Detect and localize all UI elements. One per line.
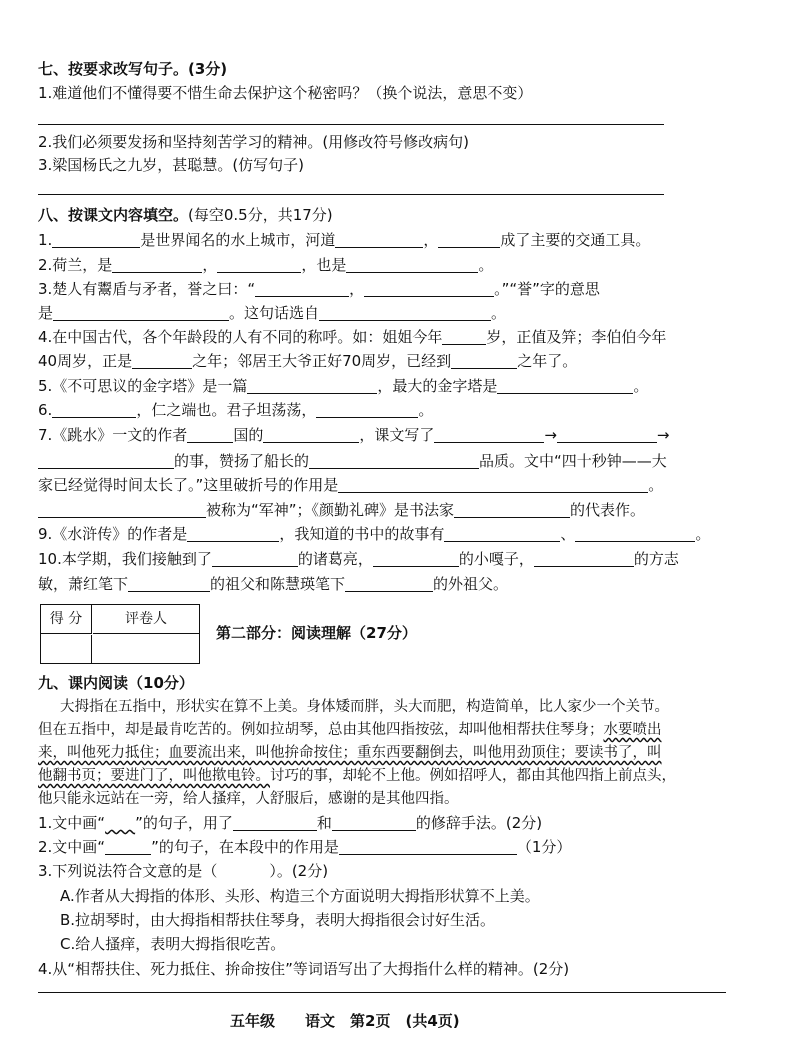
blank[interactable] [339,838,517,855]
section-7-heading: 七、按要求改写句子。(3分) [38,60,228,78]
blank[interactable] [233,814,317,831]
text: 。 [478,256,494,274]
text: 是 [38,304,54,322]
passage-line: 他只能永远站在一旁，给人搔痒，人舒服后，感谢的是其他四指。 [38,791,459,807]
text: 。”“誉”字的意思 [494,280,600,298]
text: 。 [648,476,664,494]
s8-question-6 [38,399,433,421]
blank[interactable] [434,426,544,443]
footer [230,1010,460,1032]
text: 国的 [233,426,264,444]
text: ， [423,231,439,249]
blank[interactable] [338,476,648,493]
text: 的代表作。 [570,501,646,519]
s9-question-2 [38,836,571,858]
s8-question-3 [38,278,600,300]
text: ）。(2分) [269,862,329,880]
s8-question-3-cont [38,302,506,324]
text: 岁，正值及笄；李伯伯今年 [486,328,667,346]
text: ，也是 [301,256,347,274]
blank[interactable] [442,328,486,345]
text: 品质。文中“四十秒钟——大 [479,452,667,470]
text: 1.文中画“ [38,814,106,832]
passage-line: 大拇指在五指中，形状实在算不上美。身体矮而胖，头大而肥，构造简单，比人家少一个关节。 [60,699,669,715]
wavy-underlined-sentence: 他翻书页；要进门了，叫他揿电铃。 [38,768,270,784]
blank[interactable] [319,304,491,321]
section-8-heading [38,204,333,226]
blank[interactable] [132,352,192,369]
blank[interactable] [212,550,298,567]
blank[interactable] [316,401,418,418]
text: ，我知道的书中的故事有 [279,525,445,543]
text: 敏，萧红笔下 [38,575,129,593]
blank[interactable] [52,231,140,248]
passage-line [38,765,676,787]
text: ， [202,256,218,274]
blank[interactable] [38,452,174,469]
wavy-line-sample [105,812,135,822]
grader-cell[interactable] [93,635,199,663]
text: 但在五指中，却是最肯吃苦的。例如拉胡琴，总由其他四指按弦，却叫他相帮扶住琴身； [38,722,604,738]
s8-question-1 [38,229,650,251]
text: 是世界闻名的水上城市，河道 [140,231,336,249]
text: 。 [695,525,711,543]
text: → [656,426,670,444]
text: 5.《不可思议的金字塔》是一篇 [38,377,248,395]
text: 的外祖父。 [433,575,509,593]
text: 之年了。 [517,352,578,370]
wavy-underlined-sentence: 水要喷出 [603,722,662,738]
blank[interactable] [128,575,210,592]
s8-question-8 [38,499,645,521]
blank[interactable] [444,525,560,542]
s8-question-4 [38,326,666,348]
s8-question-7-cont2 [38,474,663,496]
score-cell[interactable] [41,635,92,663]
text: 的祖父和陈慧瑛笔下 [210,575,346,593]
heading-note: (每空0.5分，共17分) [188,206,333,224]
blank[interactable] [346,256,478,273]
s7-question-2: 2.我们必须要发扬和坚持刻苦学习的精神。(用修改符号修改病句) [38,133,470,151]
text: 。 [491,304,507,322]
option-c: C.给人搔痒，表明大拇指很吃苦。 [60,935,286,953]
s8-question-2 [38,254,493,276]
blank[interactable] [332,814,416,831]
s8-question-4-cont [38,350,577,372]
s8-question-5 [38,375,648,397]
text: 2.文中画“ [38,838,106,856]
text: 的诸葛亮， [297,550,373,568]
part-2-heading: 第二部分：阅读理解（27分） [216,624,417,642]
score-table [40,604,200,664]
text: 1. [38,231,53,249]
score-header: 得 分 [41,605,92,634]
blank[interactable] [309,452,479,469]
s8-question-7 [38,424,670,446]
text: 6. [38,401,53,419]
passage-line [38,719,662,741]
straight-line-sample [105,838,151,855]
text: ，仁之端也。君子坦荡荡， [136,401,317,419]
text: 讨巧的事，却轮不上他。例如招呼人，都由其他四指上前点头， [270,768,676,784]
text: 家已经觉得时间太长了。”这里破折号的作用是 [38,476,339,494]
footer-subject: 语文 [305,1012,336,1030]
blank[interactable] [438,231,500,248]
text: → [544,426,557,444]
blank[interactable] [112,256,202,273]
s9-question-3 [38,860,328,882]
text: ，最大的金字塔是 [377,377,498,395]
blank[interactable] [217,256,301,273]
blank[interactable] [575,525,695,542]
text: 9.《水浒传》的作者是 [38,525,188,543]
blank[interactable] [497,377,633,394]
blank[interactable] [52,401,136,418]
footer-divider [38,992,726,993]
text: （1分） [516,838,572,856]
s7-question-1: 1.难道他们不懂得要不惜生命去保护这个秘密吗？（换个说法，意思不变） [38,84,533,102]
blank[interactable] [255,280,349,297]
text: 的事，赞扬了船长的 [174,452,310,470]
text: 和 [316,814,332,832]
text: 成了主要的交通工具。 [500,231,651,249]
passage-line [38,742,662,764]
blank[interactable] [451,352,517,369]
text: 10.本学期，我们接触到了 [38,550,212,568]
text: 3.下列说法符合文意的是（ [38,862,218,880]
text: 的方志 [633,550,679,568]
blank[interactable] [187,525,279,542]
footer-page: 第2页 [350,1012,391,1030]
text: 。 [418,401,434,419]
text: ”的句子，在本段中的作用是 [151,838,339,856]
footer-total: (共4页) [405,1012,460,1030]
blank[interactable] [373,550,459,567]
s8-question-7-cont [38,450,667,472]
section-9-heading: 九、课内阅读（10分） [38,674,194,692]
s8-question-9 [38,523,710,545]
blank[interactable] [364,280,494,297]
blank[interactable] [335,231,423,248]
text: 。 [633,377,649,395]
s7-question-3: 3.梁国杨氏之九岁，甚聪慧。(仿写句子) [38,156,305,174]
blank[interactable] [557,426,657,443]
text: 2.荷兰，是 [38,256,113,274]
blank[interactable] [187,426,233,443]
blank[interactable] [454,501,570,518]
s8-question-10-cont [38,573,508,595]
blank[interactable] [247,377,377,394]
text: ，课文写了 [359,426,435,444]
text: 、 [560,525,576,543]
option-b: B.拉胡琴时，由大拇指相帮扶住琴身，表明大拇指很会讨好生活。 [60,911,496,929]
text: 之年；邻居王大爷正好70周岁，已经到 [192,352,452,370]
text: ”的句子，用了 [135,814,233,832]
answer-line[interactable] [38,124,664,125]
text: 的修辞手法。(2分) [415,814,543,832]
blank[interactable] [263,426,359,443]
answer-line[interactable] [38,194,664,195]
footer-grade: 五年级 [230,1012,276,1030]
heading-text: 八、按课文内容填空。 [38,206,189,224]
grader-header: 评卷人 [93,605,199,634]
text: 被称为“军神”；《颜勤礼碑》是书法家 [206,501,455,519]
text: 40周岁，正是 [38,352,133,370]
text: ， [349,280,365,298]
s9-question-1 [38,812,542,834]
option-a: A.作者从大拇指的体形、头形、构造三个方面说明大拇指形状算不上美。 [60,887,540,905]
wavy-underlined-sentence: 来，叫他死力抵住；血要流出来，叫他拚命按住；重东西要翻倒去，叫他用劲顶住；要读书了，叫 [38,745,662,761]
blank[interactable] [345,575,433,592]
blank[interactable] [38,501,206,518]
text: 3.楚人有鬻盾与矛者，誉之曰：“ [38,280,256,298]
blank[interactable] [534,550,634,567]
text: 4.在中国古代，各个年龄段的人有不同的称呼。如：姐姐今年 [38,328,443,346]
blank[interactable] [53,304,229,321]
s9-question-4: 4.从“相帮扶住、死力抵住、拚命按住”等词语写出了大拇指什么样的精神。(2分) [38,960,570,978]
text: 7.《跳水》一文的作者 [38,426,188,444]
s8-question-10 [38,548,679,570]
text: 的小嘎子， [458,550,534,568]
text: 。这句话选自 [229,304,320,322]
